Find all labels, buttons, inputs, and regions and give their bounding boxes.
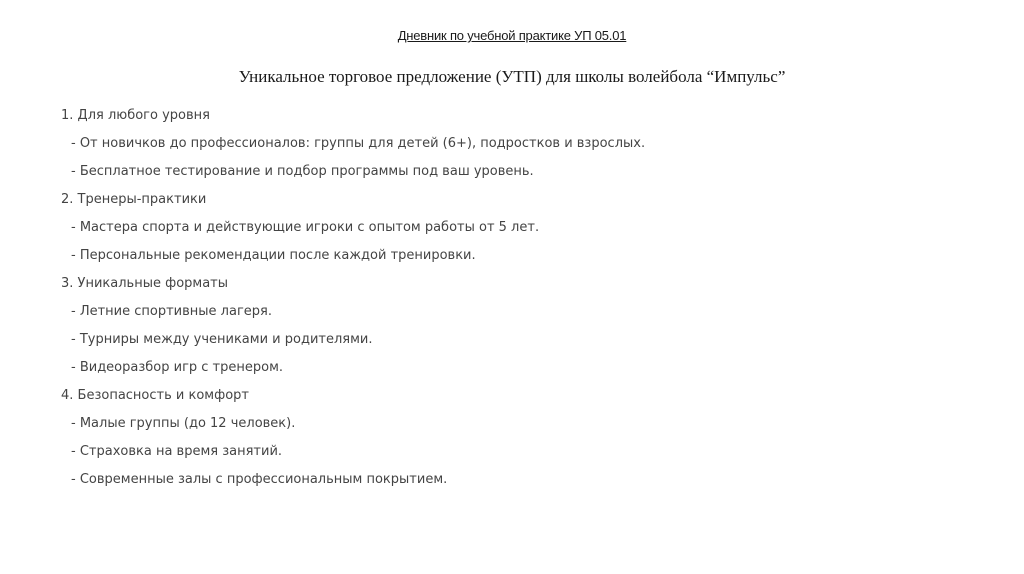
section-heading: 2. Тренеры-практики xyxy=(61,192,207,207)
section-heading: 4. Безопасность и комфорт xyxy=(61,388,249,403)
section-heading: 3. Уникальные форматы xyxy=(61,276,229,291)
document-header: Дневник по учебной практике УП 05.01 xyxy=(397,28,627,43)
list-item: - Персональные рекомендации после каждой тренировки. xyxy=(71,248,476,263)
section xyxy=(61,191,961,275)
section xyxy=(61,107,961,191)
document-title: Уникальное торговое предложение (УТП) для школы волейбола “Импульс” xyxy=(238,67,786,86)
list-item: - Малые группы (до 12 человек). xyxy=(71,416,296,431)
list-item: - Летние спортивные лагеря. xyxy=(71,304,272,319)
list-item: - Страховка на время занятий. xyxy=(71,444,283,459)
section xyxy=(61,275,961,387)
list-item: - Турниры между учениками и родителями. xyxy=(71,332,373,347)
list-item: - Видеоразбор игр с тренером. xyxy=(71,360,284,375)
list-item: - От новичков до профессионалов: группы для детей (6+), подростков и взрослых. xyxy=(71,136,646,151)
list-item: - Бесплатное тестирование и подбор программы под ваш уровень. xyxy=(71,164,534,179)
list-item: - Мастера спорта и действующие игроки с опытом работы от 5 лет. xyxy=(71,220,540,235)
list-item: - Современные залы с профессиональным покрытием. xyxy=(71,472,448,487)
document-body xyxy=(61,107,961,499)
section-heading: 1. Для любого уровня xyxy=(61,108,210,123)
section xyxy=(61,387,961,499)
